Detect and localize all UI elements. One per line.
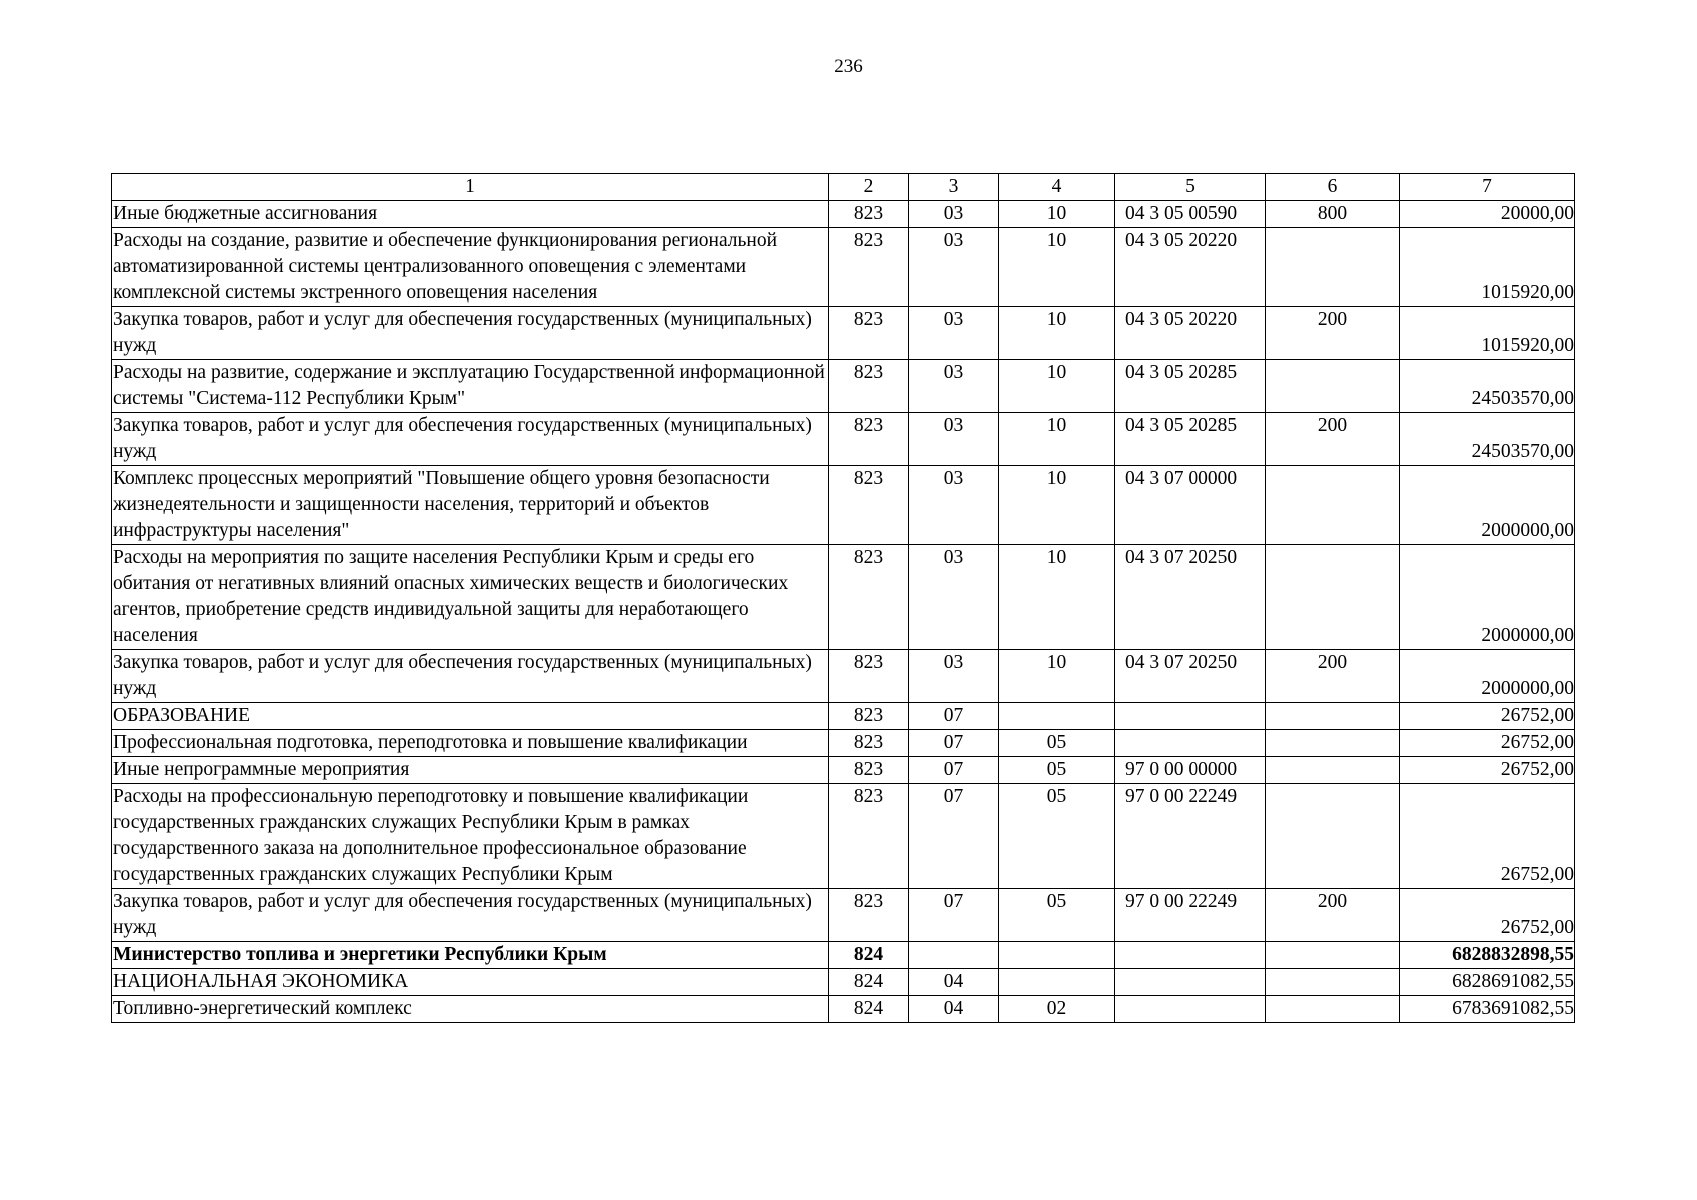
cell-section: 04 — [909, 969, 999, 996]
cell-expense-type — [1266, 730, 1400, 757]
cell-amount: 26752,00 — [1400, 784, 1575, 889]
cell-name: Расходы на развитие, содержание и эксплуатацию Государственной информационной системы "Система-112 Республики Крым" — [112, 360, 829, 413]
cell-name: Закупка товаров, работ и услуг для обеспечения государственных (муниципальных) нужд — [112, 650, 829, 703]
column-header: 2 — [829, 174, 909, 201]
cell-admin-code: 824 — [829, 969, 909, 996]
cell-expense-type — [1266, 228, 1400, 307]
cell-admin-code: 823 — [829, 650, 909, 703]
cell-amount: 26752,00 — [1400, 703, 1575, 730]
cell-name: Закупка товаров, работ и услуг для обеспечения государственных (муниципальных) нужд — [112, 307, 829, 360]
cell-section: 07 — [909, 889, 999, 942]
table-body — [112, 174, 1575, 1023]
table-row — [112, 996, 1575, 1023]
cell-amount: 26752,00 — [1400, 889, 1575, 942]
cell-section: 03 — [909, 307, 999, 360]
cell-admin-code: 823 — [829, 360, 909, 413]
cell-name: Закупка товаров, работ и услуг для обеспечения государственных (муниципальных) нужд — [112, 889, 829, 942]
cell-section: 04 — [909, 996, 999, 1023]
table-row — [112, 969, 1575, 996]
cell-expense-type — [1266, 942, 1400, 969]
cell-name: Топливно-энергетический комплекс — [112, 996, 829, 1023]
column-header: 3 — [909, 174, 999, 201]
table-row — [112, 784, 1575, 889]
cell-amount: 20000,00 — [1400, 201, 1575, 228]
cell-subsection: 05 — [999, 889, 1115, 942]
column-header: 5 — [1115, 174, 1266, 201]
cell-subsection: 10 — [999, 413, 1115, 466]
cell-section: 07 — [909, 730, 999, 757]
cell-target-article — [1115, 730, 1266, 757]
budget-table — [111, 173, 1575, 1023]
cell-admin-code: 823 — [829, 201, 909, 228]
cell-amount: 2000000,00 — [1400, 545, 1575, 650]
table-row — [112, 889, 1575, 942]
cell-subsection: 10 — [999, 228, 1115, 307]
cell-expense-type — [1266, 969, 1400, 996]
table-header-row — [112, 174, 1575, 201]
cell-name: Расходы на создание, развитие и обеспечение функционирования региональной автоматизированной системы централизованного оповещения с элементами комплексной системы экстренного оповещения населения — [112, 228, 829, 307]
column-header: 1 — [112, 174, 829, 201]
cell-name: Расходы на профессиональную переподготовку и повышение квалификации государственных гражданских служащих Республики Крым в рамках государственного заказа на дополнительное профессиональное образование государственных гражданских служащих Республики Крым — [112, 784, 829, 889]
cell-subsection: 10 — [999, 307, 1115, 360]
cell-subsection: 05 — [999, 757, 1115, 784]
cell-subsection: 10 — [999, 360, 1115, 413]
cell-subsection: 10 — [999, 466, 1115, 545]
cell-section: 03 — [909, 201, 999, 228]
cell-section: 03 — [909, 228, 999, 307]
cell-target-article: 04 3 05 20220 — [1115, 228, 1266, 307]
table-row — [112, 650, 1575, 703]
cell-amount: 2000000,00 — [1400, 466, 1575, 545]
cell-section: 03 — [909, 413, 999, 466]
cell-target-article: 97 0 00 22249 — [1115, 889, 1266, 942]
table-row — [112, 730, 1575, 757]
table-row — [112, 703, 1575, 730]
column-header: 6 — [1266, 174, 1400, 201]
cell-name: Комплекс процессных мероприятий "Повышение общего уровня безопасности жизнедеятельности и защищенности населения, территорий и объектов инфраструктуры населения" — [112, 466, 829, 545]
cell-subsection: 10 — [999, 545, 1115, 650]
cell-admin-code: 823 — [829, 545, 909, 650]
cell-name: Иные непрограммные мероприятия — [112, 757, 829, 784]
cell-target-article: 04 3 07 20250 — [1115, 650, 1266, 703]
cell-amount: 24503570,00 — [1400, 413, 1575, 466]
cell-section: 03 — [909, 545, 999, 650]
cell-amount: 2000000,00 — [1400, 650, 1575, 703]
cell-expense-type — [1266, 757, 1400, 784]
cell-subsection: 10 — [999, 201, 1115, 228]
cell-target-article: 97 0 00 22249 — [1115, 784, 1266, 889]
cell-subsection: 02 — [999, 996, 1115, 1023]
cell-admin-code: 823 — [829, 784, 909, 889]
cell-section: 07 — [909, 757, 999, 784]
cell-amount: 6828832898,55 — [1400, 942, 1575, 969]
cell-target-article: 04 3 05 20285 — [1115, 413, 1266, 466]
cell-name: Министерство топлива и энергетики Республики Крым — [112, 942, 829, 969]
cell-subsection — [999, 703, 1115, 730]
cell-section: 07 — [909, 703, 999, 730]
cell-expense-type: 800 — [1266, 201, 1400, 228]
cell-amount: 24503570,00 — [1400, 360, 1575, 413]
cell-admin-code: 823 — [829, 889, 909, 942]
cell-section: 07 — [909, 784, 999, 889]
cell-expense-type — [1266, 545, 1400, 650]
cell-subsection: 05 — [999, 784, 1115, 889]
cell-name: ОБРАЗОВАНИЕ — [112, 703, 829, 730]
column-header: 4 — [999, 174, 1115, 201]
table-row — [112, 413, 1575, 466]
cell-expense-type: 200 — [1266, 307, 1400, 360]
cell-name: Профессиональная подготовка, переподготовка и повышение квалификации — [112, 730, 829, 757]
cell-amount: 26752,00 — [1400, 757, 1575, 784]
cell-admin-code: 823 — [829, 466, 909, 545]
cell-admin-code: 823 — [829, 413, 909, 466]
cell-admin-code: 823 — [829, 757, 909, 784]
table-row — [112, 307, 1575, 360]
cell-admin-code: 824 — [829, 942, 909, 969]
table-row — [112, 201, 1575, 228]
cell-section: 03 — [909, 360, 999, 413]
cell-target-article — [1115, 942, 1266, 969]
cell-admin-code: 823 — [829, 228, 909, 307]
cell-expense-type: 200 — [1266, 889, 1400, 942]
table-row — [112, 545, 1575, 650]
cell-target-article: 04 3 05 20285 — [1115, 360, 1266, 413]
cell-expense-type — [1266, 703, 1400, 730]
cell-name: Закупка товаров, работ и услуг для обеспечения государственных (муниципальных) нужд — [112, 413, 829, 466]
cell-section — [909, 942, 999, 969]
cell-name: Иные бюджетные ассигнования — [112, 201, 829, 228]
cell-expense-type — [1266, 466, 1400, 545]
cell-target-article: 04 3 05 00590 — [1115, 201, 1266, 228]
cell-expense-type — [1266, 360, 1400, 413]
cell-name: Расходы на мероприятия по защите населения Республики Крым и среды его обитания от негативных влияний опасных химических веществ и биологических агентов, приобретение средств индивидуальной защиты для неработающего населения — [112, 545, 829, 650]
cell-amount: 1015920,00 — [1400, 228, 1575, 307]
cell-target-article: 04 3 05 20220 — [1115, 307, 1266, 360]
cell-target-article: 04 3 07 00000 — [1115, 466, 1266, 545]
cell-target-article — [1115, 969, 1266, 996]
table-row — [112, 360, 1575, 413]
cell-expense-type — [1266, 784, 1400, 889]
cell-subsection — [999, 942, 1115, 969]
cell-admin-code: 823 — [829, 730, 909, 757]
cell-admin-code: 823 — [829, 307, 909, 360]
cell-admin-code: 823 — [829, 703, 909, 730]
cell-amount: 26752,00 — [1400, 730, 1575, 757]
cell-expense-type: 200 — [1266, 413, 1400, 466]
cell-admin-code: 824 — [829, 996, 909, 1023]
cell-subsection: 05 — [999, 730, 1115, 757]
cell-target-article: 97 0 00 00000 — [1115, 757, 1266, 784]
table-row — [112, 466, 1575, 545]
column-header: 7 — [1400, 174, 1575, 201]
cell-expense-type — [1266, 996, 1400, 1023]
table-row — [112, 942, 1575, 969]
cell-amount: 6828691082,55 — [1400, 969, 1575, 996]
table-row — [112, 228, 1575, 307]
cell-target-article — [1115, 996, 1266, 1023]
cell-section: 03 — [909, 466, 999, 545]
cell-expense-type: 200 — [1266, 650, 1400, 703]
cell-subsection — [999, 969, 1115, 996]
cell-amount: 6783691082,55 — [1400, 996, 1575, 1023]
page-number: 236 — [834, 56, 863, 77]
cell-target-article: 04 3 07 20250 — [1115, 545, 1266, 650]
cell-amount: 1015920,00 — [1400, 307, 1575, 360]
cell-target-article — [1115, 703, 1266, 730]
table-row — [112, 757, 1575, 784]
cell-subsection: 10 — [999, 650, 1115, 703]
cell-section: 03 — [909, 650, 999, 703]
cell-name: НАЦИОНАЛЬНАЯ ЭКОНОМИКА — [112, 969, 829, 996]
